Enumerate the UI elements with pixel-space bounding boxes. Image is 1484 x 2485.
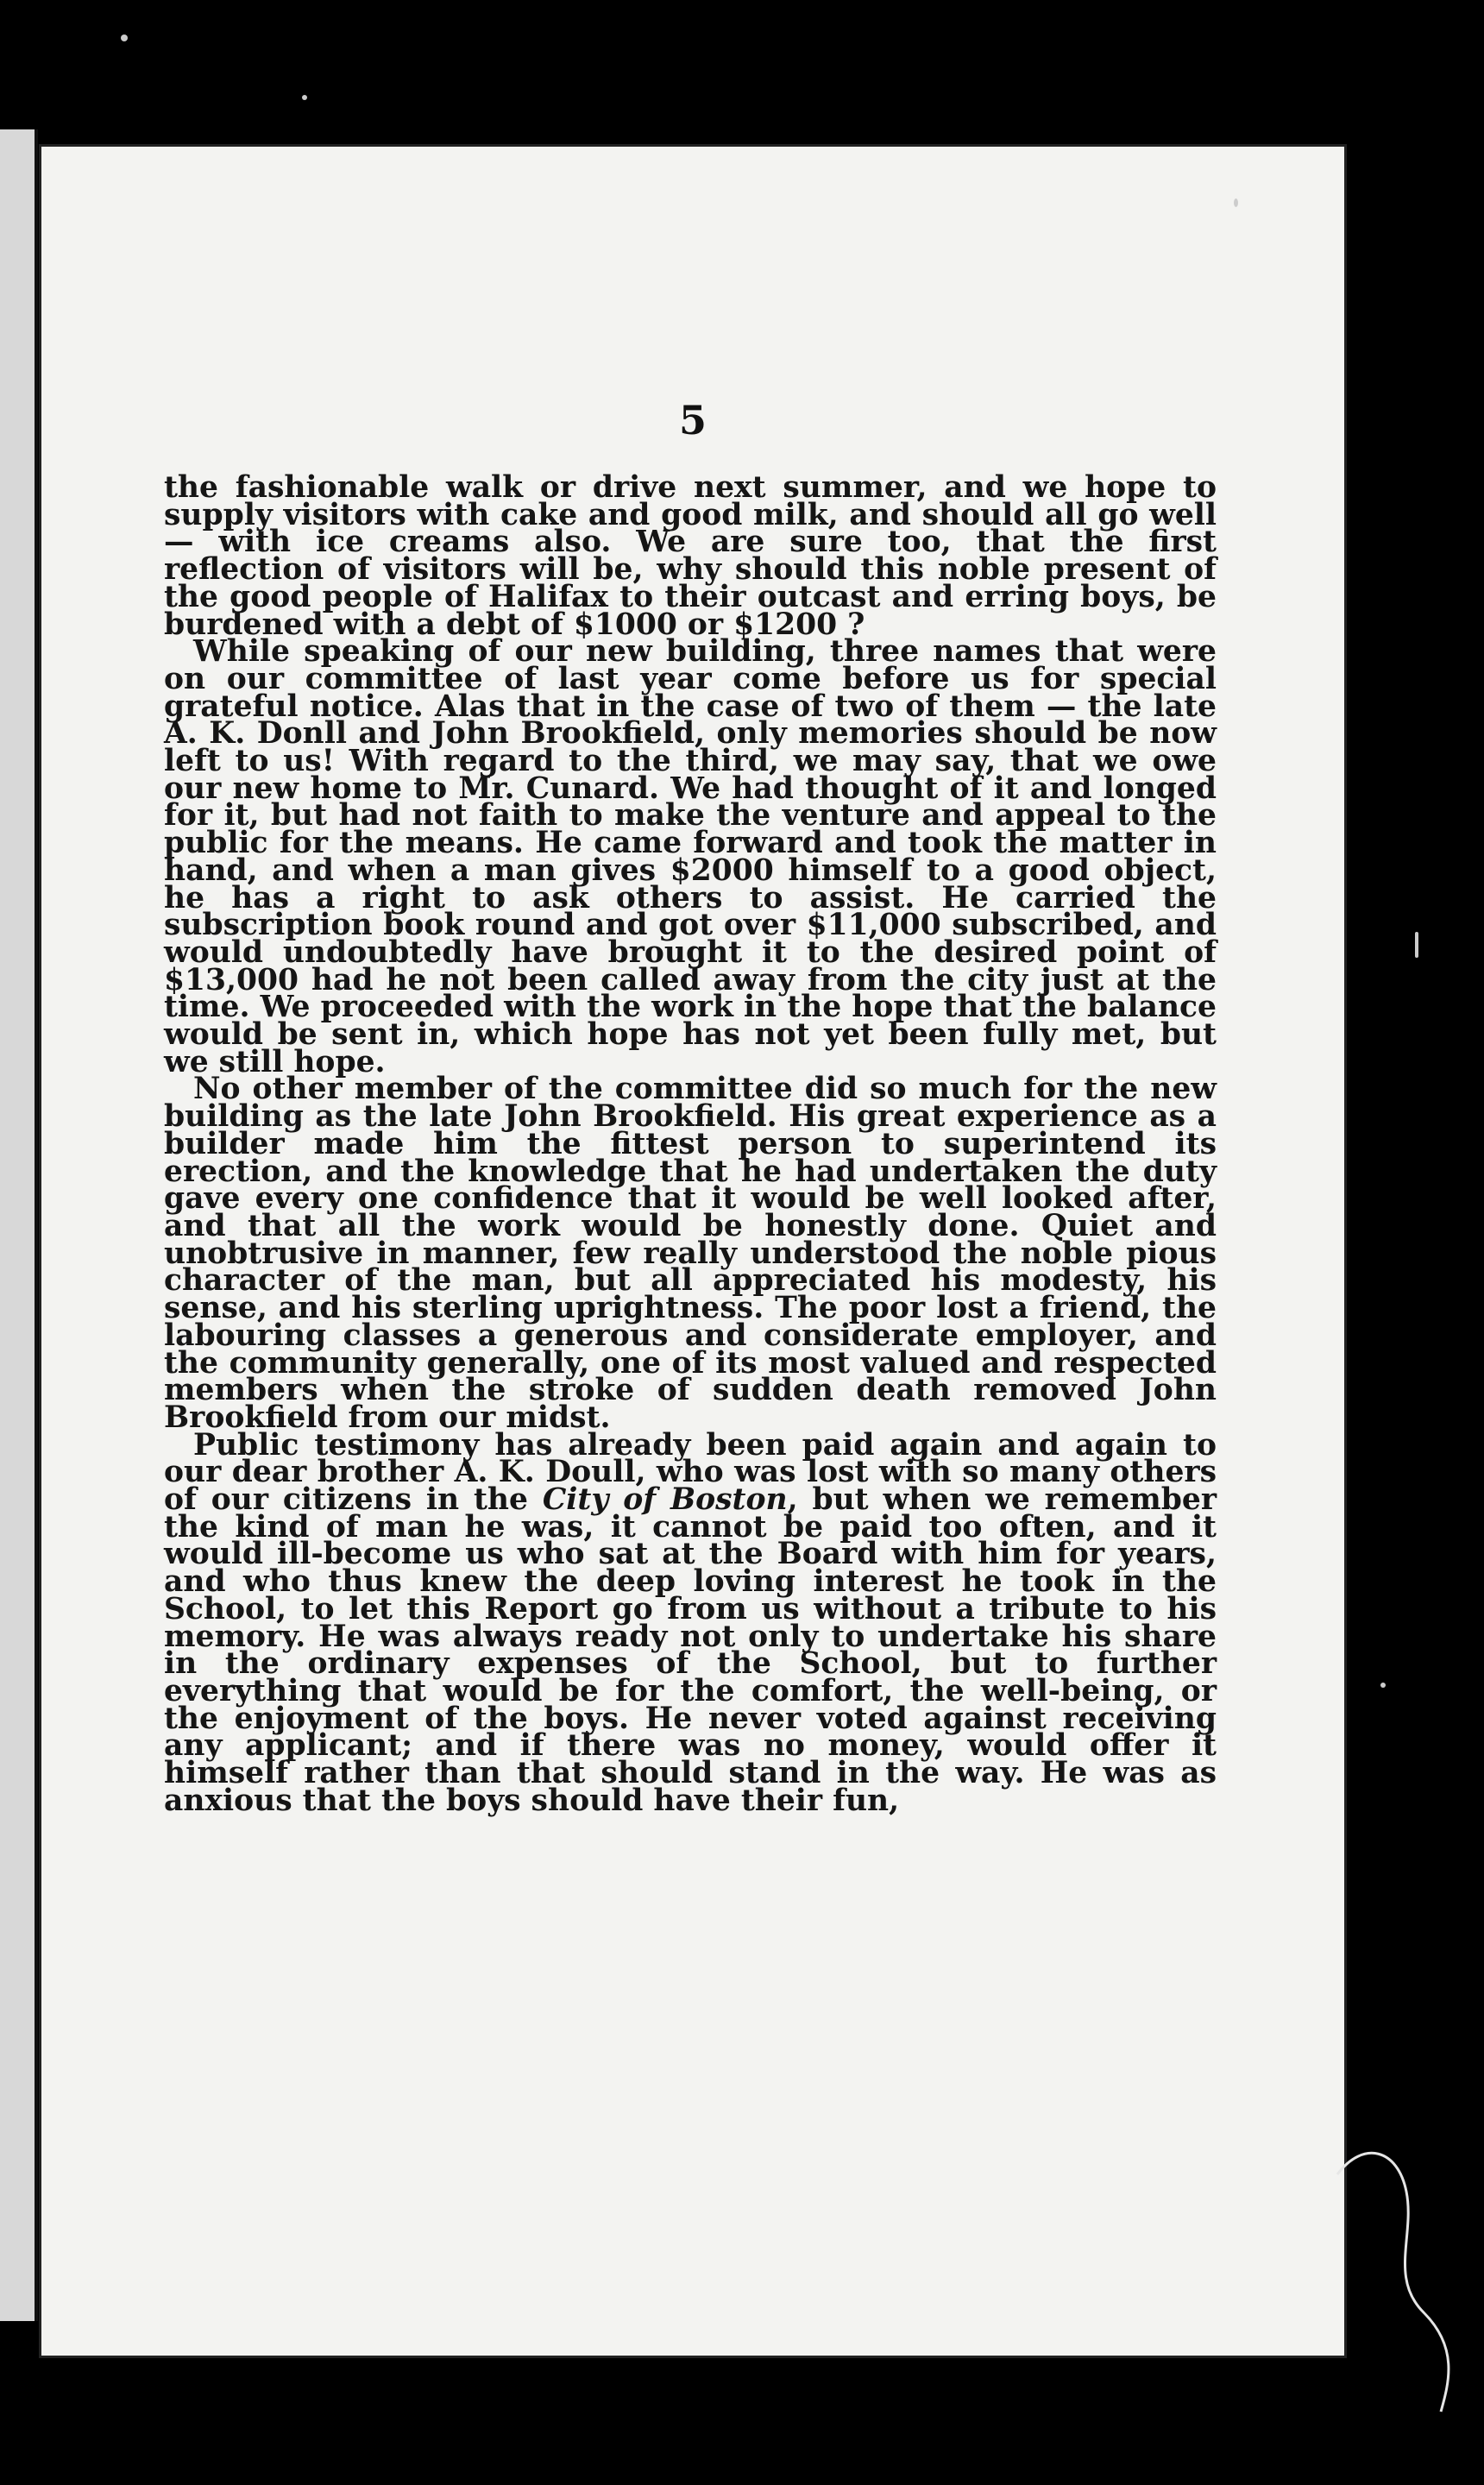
paragraph-4-text-a: Public testimony has already been paid again and again to our dear brother A. K. Doull, who was lost with so many others of our citizens in the bbox=[164, 1427, 1217, 1518]
paragraph-1 bbox=[164, 470, 1217, 642]
scan-speck bbox=[302, 95, 307, 100]
scan-speck bbox=[121, 35, 128, 41]
stray-thread-artifact bbox=[1329, 2140, 1458, 2416]
paragraph-3 bbox=[164, 1072, 1217, 1435]
paragraph-4 bbox=[164, 1427, 1217, 1818]
scan-speck bbox=[1234, 198, 1238, 207]
scan-speck bbox=[1415, 932, 1418, 958]
body-text bbox=[164, 470, 1217, 1818]
paragraph-3-text: No other member of the committee did so much for the new building as the late John Brookfield. His great experience as a builder made him the fittest person to superintend its erection, and the knowledge that he had undertaken the duty gave every one confidence that it would be well looked after, and that all the work would be honestly done. Quiet and unobtrusive in manner, few really understood the noble pious character of the man, but all appreciated his modesty, his sense, and his sterling uprightness. The poor lost a friend, the labouring classes a generous and considerate employer, and the community generally, one of its most valued and respected members when the stroke of sudden death removed John Brookfield from our midst. bbox=[164, 1072, 1217, 1435]
ship-name-italic: City of Boston bbox=[542, 1482, 788, 1518]
scan-speck bbox=[1380, 1683, 1386, 1688]
page-number: 5 bbox=[678, 397, 707, 444]
paragraph-4-text-b: , but when we remember the kind of man he was, it cannot be paid too often, and it would ill-become us who sat at the Board with him for years, and who thus knew the deep loving interest he took in the School, to let this Report go from us without a tribute to his memory. He was always ready not only to undertake his share in the ordinary expenses of the School, but to further everything that would be for the comfort, the well-being, or the enjoyment of the boys. He never voted against receiving any applicant; and if there was no money, would offer it himself rather than that should stand in the way. He was as anxious that the boys should have their fun, bbox=[164, 1482, 1217, 1818]
paragraph-1-text: the fashionable walk or drive next summer, and we hope to supply visitors with cake and good milk, and should all go well — with ice creams also. We are sure too, that the first reflection of visitors will be, why should this noble present of the good people of Halifax to their outcast and erring boys, be burdened with a debt of $1000 or $1200 ? bbox=[164, 470, 1217, 642]
document-page bbox=[41, 147, 1344, 2356]
paragraph-2 bbox=[164, 634, 1217, 1079]
paragraph-2-text: While speaking of our new building, three names that were on our committee of last year come before us for special grateful notice. Alas that in the case of two of them — the late A. K. Donll and John Brookfield, only memories should be now left to us! With regard to the third, we may say, that we owe our new home to Mr. Cunard. We had thought of it and longed for it, but had not faith to make the venture and appeal to the public for the means. He came forward and took the matter in hand, and when a man gives $2000 himself to a good object, he has a right to ask others to assist. He carried the subscription book round and got over $11,000 subscribed, and would undoubtedly have brought it to the desired point of $13,000 had he not been called away from the city just at the time. We proceeded with the work in the hope that the balance would be sent in, which hope has not yet been fully met, but we still hope. bbox=[164, 634, 1217, 1079]
adjacent-page-edge bbox=[0, 129, 38, 2321]
